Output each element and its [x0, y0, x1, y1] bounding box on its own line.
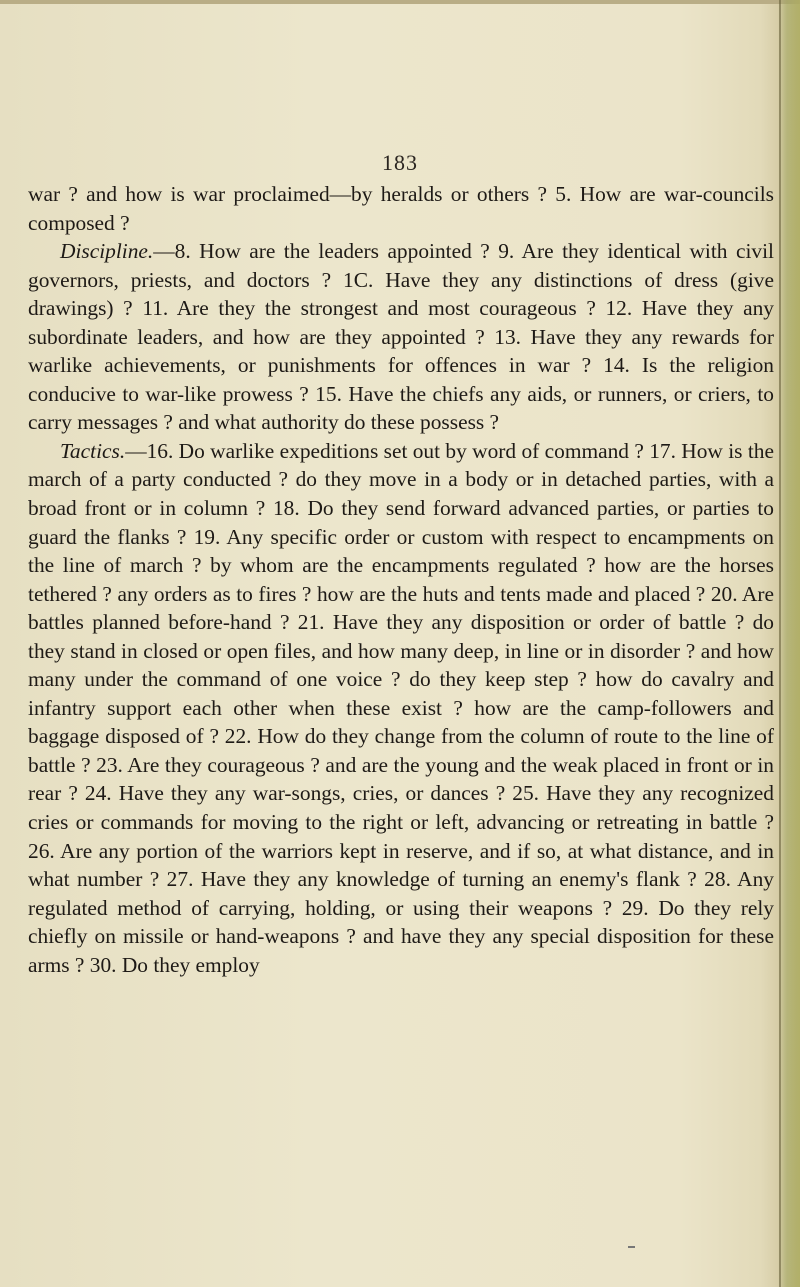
page-right-edge — [778, 0, 800, 1287]
page-number: 183 — [382, 150, 418, 175]
page-body — [28, 180, 774, 979]
paragraph-text: —8. How are the leaders appointed ? 9. Are they identical with civil governors, priests, and doctors ? 1C. Have they any distinctions of dress (give drawings) ? 11. Are they the strongest and most courageous ? 12. Have they any subordinate leaders, and how are they appointed ? 13. Have they any rewards for warlike achievements, or punishments for offences in war ? 14. Is the religion conducive to war-like prowess ? 15. Have the chiefs any aids, or runners, or criers, to carry messages ? and what authority do these possess ? — [28, 239, 774, 435]
section-heading-discipline: Discipline. — [60, 239, 154, 264]
paragraph-continuation — [28, 180, 774, 237]
paragraph-discipline — [28, 237, 774, 437]
paragraph-text: —16. Do warlike expeditions set out by word of command ? 17. How is the march of a party conducted ? do they move in a body or in detached parties, with a broad front or in column ? 18. Do they send forward advanced parties, or parties to guard the flanks ? 19. Any specific order or custom with respect to encampments on the line of march ? by whom are the encampments regulated ? how are the horses tethered ? any orders as to fires ? how are the huts and tents made and placed ? 20. Are battles planned before-hand ? 21. Have they any disposition or order of battle ? do they stand in closed or open files, and how many deep, in line or in disorder ? and how many under the command of one voice ? do they keep step ? how do cavalry and infantry support each other when these exist ? how are the camp-followers and baggage disposed of ? 22. How do they change from the column of route to the line of battle ? 23. Are they courageous ? and are the young and the weak placed in front or in rear ? 24. Have they any war-songs, cries, or dances ? 25. Have they any recognized cries or commands for moving to the right or left, advancing or retreating in battle ? 26. Are any portion of the warriors kept in reserve, and if so, at what distance, and in what number ? 27. Have they any knowledge of turning an enemy's flank ? 28. Any regulated method of carrying, holding, or using their weapons ? 29. Do they rely chiefly on missile or hand-weapons ? and have they any special disposition for these arms ? 30. Do they employ — [28, 438, 774, 977]
print-speck — [628, 1246, 635, 1248]
page-top-edge — [0, 0, 800, 4]
paragraph-text: war ? and how is war proclaimed—by heralds or others ? 5. How are war-councils composed ? — [28, 182, 774, 235]
paragraph-tactics — [28, 437, 774, 979]
section-heading-tactics: Tactics. — [60, 438, 126, 463]
